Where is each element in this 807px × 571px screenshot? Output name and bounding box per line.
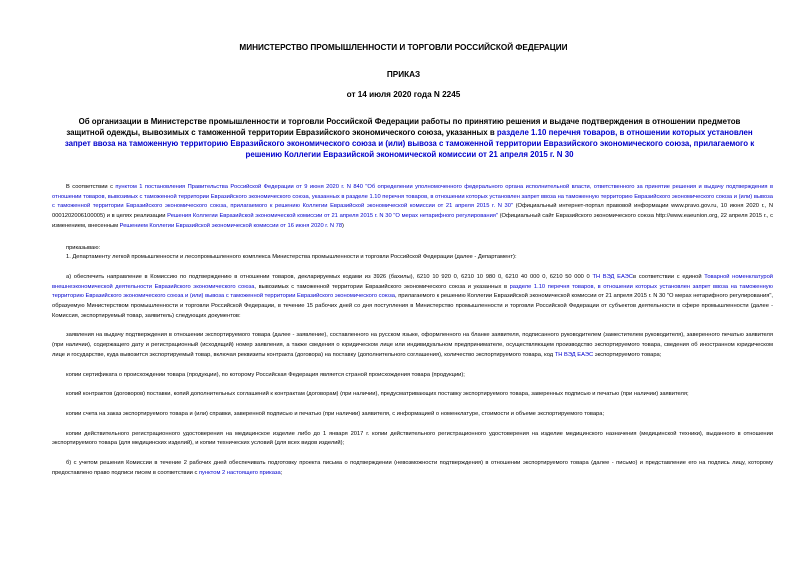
document-body	[52, 183, 773, 478]
link-tn-ved-nomenclature[interactable]: Товарной номенклатурой внешнеэкономической деятельности Евразийского экономического союза	[52, 273, 773, 290]
item-a-text-5: , образуемую Министерством промышленности и торговли Российской Федерации, в течение 15 рабочих дней со дня поступления в Министерство промышленности и торговли Российской Федерации от субъектов деятельности в сфере промышленности (далее - Комиссия, экспортируемый товар, заявитель) следующих документов:	[52, 293, 773, 319]
doc-contracts: копий контрактов (договоров) поставки, копий дополнительных соглашений к контрактам (договорам) (при наличии), предусматривающих поставку экспортируемого товара, заверенных подписью и печатью (при наличии) заявителя;	[66, 391, 689, 398]
item-b-text-1: б) с учетом решения Комиссии в течение 2 рабочих дней обеспечивать подготовку проекта письма о подтверждении (невозможности подтверждения) в отношении экспортируемого товара (далее - письмо) и представление его на подпись лицу, которому предоставлено право подписи писем в соответствии с	[52, 460, 773, 476]
link-government-decree-840[interactable]: пунктом 1 постановления Правительства Российской Федерации от 9 июня 2020 г. N 840 "Об определении уполномоченного федерального органа исполнительной власти, ответственного за принятие решения и выдачу подтверждения в отношении товаров, вывозимых с таможенной территории Евразийского экономического союза, указанных в разделе 1.10 перечня товаров, в отношении которых установлен запрет ввоза на таможенную территорию Евразийского экономического союза и (или) вывоза с таможенной территории Евразийского экономического союза, прилагаемого к решению Коллегии Евразийской экономической комиссии от 21 апреля 2015 г. N 30"	[52, 184, 773, 210]
item-a-paragraph	[52, 273, 773, 322]
item-a-text-2: в соответствии с единой	[632, 273, 705, 280]
order-heading: ПРИКАЗ	[386, 70, 421, 79]
preamble-text-1: В соответствии с	[66, 184, 116, 190]
preamble-text-3: (Официальный сайт Евразийского экономического союза http://www.eaeunion.org, 22 апреля 2015 г., с изменением, внесенным	[52, 213, 773, 229]
item-b-paragraph	[52, 459, 773, 478]
title-text: Об организации в Министерстве промышленности и торговли Российской Федерации работы по принятию решения и выдаче подтверждения в отношении предметов защитной одежды, вывозимых с таможенной территории Евразийского экономического союза, указанных в	[66, 117, 741, 137]
ministry-heading: МИНИСТЕРСТВО ПРОМЫШЛЕННОСТИ И ТОРГОВЛИ РОССИЙСКОЙ ФЕДЕРАЦИИ	[239, 43, 568, 52]
doc-certificate: копии сертификата о происхождении товара (продукции), по которому Российская Федерация является страной происхождения товара (продукции);	[66, 371, 465, 378]
title-link-section-1-10[interactable]: разделе 1.10 перечня товаров, в отношении которых установлен запрет ввоза на таможенную территорию Евразийского экономического союза и (или) вывоза с таможенной территории Евразийского экономического союза, прилагаемого к решению Коллегии Евразийской экономической комиссии от 21 апреля 2015 г. N 30	[64, 128, 755, 159]
item-b-text-2: ;	[280, 469, 283, 476]
link-tn-ved-1[interactable]: ТН ВЭД ЕАЭС	[592, 273, 633, 280]
preamble-paragraph	[52, 183, 773, 232]
document-title	[60, 116, 759, 160]
link-eec-decision-30[interactable]: Решения Коллегии Евразийской экономической комиссии от 21 апреля 2015 г. N 30 "О мерах нетарифного регулирования"	[167, 213, 498, 220]
doc-application-text: заявления на выдачу подтверждения в отношении экспортируемого товара (далее - заявление), составленного на русском языке, оформленного на бланке заявителя, подписанного руководителем (заместителем руководителя), заверенного печатью заявителя (при наличии), содержащего дату и регистрационный (исходящий) номер заявления, а также сведения о юридическом лице или индивидуальном предпринимателе, осуществляющем производство экспортируемого товара, сведения об иностранном юридическом лице и государстве, куда вывозится экспортируемый товар, включая реквизиты контракта (договора) на поставку (дополнительного соглашения), количество экспортируемого товара, код	[52, 332, 773, 358]
item-a-text-4: , прилагаемого к решению Коллегии Евразийской экономической комиссии от 21 апреля 2015 г. N 30 "О мерах нетарифного регулирования"	[394, 293, 772, 300]
preamble-text-4: )	[342, 222, 344, 229]
link-tn-ved-2[interactable]: ТН ВЭД ЕАЭС	[554, 351, 594, 358]
item-1: 1. Департаменту легкой промышленности и лесопромышленного комплекса Министерства промышленности и торговли Российской Федерации (далее - Департамент):	[66, 254, 517, 261]
doc-registration-certificate: копии действительного регистрационного удостоверения на медицинское изделие либо до 1 января 2017 г. копии действительного регистрационного удостоверения на изделие медицинского назначения (медицинской техники), выданного в отношении экспортируемого товара (для медицинских изделий), и копии технических условий (для всех видов изделий);	[52, 430, 773, 447]
item-a-text-3: , вывозимых с таможенной территории Евразийского экономического союза и указанных в	[254, 283, 510, 290]
doc-application	[52, 331, 773, 360]
preamble-text-2: (Официальный интернет-портал правовой информации www.pravo.gov.ru, 10 июня 2020 г., N 0001202006100005) и в целях реализации	[52, 203, 774, 220]
item-a-text-1: а) обеспечить направление в Комиссию по подтверждению в отношении товаров, декларируемых кодами из 3926 (бахилы), 6210 10 920 0, 6210 10 980 0, 6210 40 000 0, 6210 50 000 0	[66, 273, 593, 280]
order-word: приказываю:	[66, 244, 101, 251]
order-date: от 14 июля 2020 года N 2245	[346, 90, 461, 99]
link-item-2-this-order[interactable]: пунктом 2 настоящего приказа	[198, 469, 281, 476]
doc-invoice: копии счета на заказ экспортируемого товара и (или) справки, заверенной подписью и печатью (при наличии) заявителя, с информацией о номенклатуре, стоимости и объеме экспортируемого товара;	[66, 410, 605, 417]
doc-application-end: экспортируемого товара;	[593, 351, 662, 358]
link-section-1-10[interactable]: разделе 1.10 перечня товаров, в отношении которых установлен запрет ввоза на таможенную территорию Евразийского экономического союза и (или) вывоза с таможенной территории Евразийского экономического союза	[52, 283, 773, 300]
link-eec-decision-78[interactable]: Решением Коллегии Евразийской экономической комиссии от 16 июня 2020 г. N 78	[119, 222, 343, 229]
